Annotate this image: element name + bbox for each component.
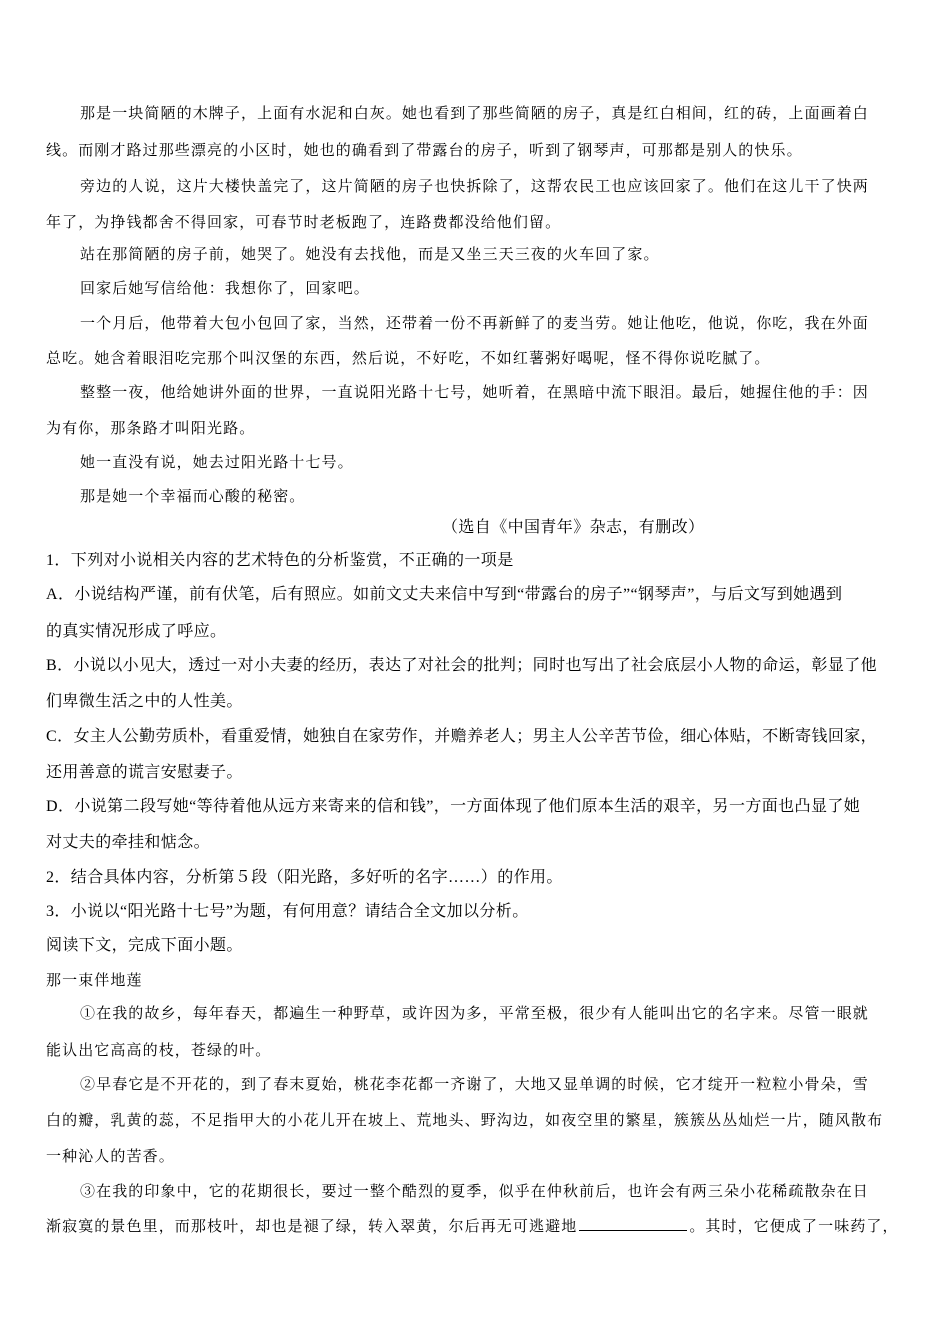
question-3: 3．小说以“阳光路十七号”为题，有何用意？请结合全文加以分析。 bbox=[46, 903, 529, 920]
story1-p7: 她一直没有说，她去过阳光路十七号。 bbox=[80, 453, 354, 471]
option-b-line2: 们卑微生活之中的人性美。 bbox=[46, 693, 243, 710]
story1-p5-line2: 总吃。她含着眼泪吃完那个叫汉堡的东西，然后说，不好吃，不如红薯粥好喝呢，怪不得你说吃腻了。 bbox=[46, 349, 771, 367]
reading-intro: 阅读下文，完成下面小题。 bbox=[46, 937, 243, 954]
story1-p8: 那是她一个幸福而心酸的秘密。 bbox=[80, 487, 306, 505]
story2-p3-line2-end: 。其时，它便成了一味药了， bbox=[689, 1217, 899, 1235]
story2-p2-line1: ②早春它是不开花的，到了春末夏始，桃花李花都一齐谢了，大地又显单调的时候，它才绽开一粒粒小骨朵，雪 bbox=[80, 1075, 869, 1093]
story1-p6-line2: 为有你，那条路才叫阳光路。 bbox=[46, 419, 256, 437]
story1-p5-line1: 一个月后，他带着大包小包回了家，当然，还带着一份不再新鲜了的麦当劳。她让他吃，他说，你吃，我在外面 bbox=[80, 314, 869, 332]
story2-p3-line2-start: 渐寂寞的景色里，而那枝叶，却也是褪了绿，转入翠黄，尔后再无可逃避地 bbox=[46, 1217, 578, 1235]
fill-in-blank[interactable] bbox=[579, 1216, 687, 1231]
story1-p4: 回家后她写信给他：我想你了，回家吧。 bbox=[80, 279, 370, 297]
story2-p1-line1: ①在我的故乡，每年春天，都遍生一种野草，或许因为多，平常至极，很少有人能叫出它的名字来。尽管一眼就 bbox=[80, 1004, 869, 1022]
story2-p2-line3: 一种沁人的苦香。 bbox=[46, 1147, 175, 1165]
story1-p1-line2: 线。而刚才路过那些漂亮的小区时，她也的确看到了带露台的房子，听到了钢琴声，可那都是别人的快乐。 bbox=[46, 141, 803, 159]
option-d-line2: 对丈夫的牵挂和惦念。 bbox=[46, 834, 211, 851]
story2-p2-line2: 白的瓣，乳黄的蕊，不足指甲大的小花儿开在坡上、荒地头、野沟边，如夜空里的繁星，簇簇丛丛灿烂一片，随风散布 bbox=[46, 1111, 884, 1129]
option-a-line2: 的真实情况形成了呼应。 bbox=[46, 623, 227, 640]
option-c-line2: 还用善意的谎言安慰妻子。 bbox=[46, 764, 243, 781]
story1-p6-line1: 整整一夜，他给她讲外面的世界，一直说阳光路十七号，她听着，在黑暗中流下眼泪。最后，她握住他的手：因 bbox=[80, 383, 869, 401]
option-c-line1: C．女主人公勤劳质朴，看重爱情，她独自在家劳作，并赡养老人；男主人公辛苦节俭，细心体贴，不断寄钱回家， bbox=[46, 728, 878, 745]
question-2: 2．结合具体内容，分析第５段（阳光路，多好听的名字……）的作用。 bbox=[46, 869, 563, 886]
story2-p3-line1: ③在我的印象中，它的花期很长，要过一整个酷烈的夏季，似乎在仲秋前后，也许会有两三朵小花稀疏散杂在日 bbox=[80, 1182, 869, 1200]
story2-p1-line2: 能认出它高高的枝，苍绿的叶。 bbox=[46, 1041, 272, 1059]
story2-p3-line2 bbox=[46, 1216, 899, 1236]
option-b-line1: B．小说以小见大，透过一对小夫妻的经历，表达了对社会的批判；同时也写出了社会底层小人物的命运，彰显了他 bbox=[46, 657, 878, 674]
story2-title: 那一束伴地莲 bbox=[46, 971, 143, 989]
story1-p2-line1: 旁边的人说，这片大楼快盖完了，这片简陋的房子也快拆除了，这帮农民工也应该回家了。他们在这儿干了快两 bbox=[80, 177, 869, 195]
story1-source: （选自《中国青年》杂志，有删改） bbox=[442, 519, 705, 536]
option-a-line1: A．小说结构严谨，前有伏笔，后有照应。如前文丈夫来信中写到“带露台的房子”“钢琴声”，与后文写到她遇到 bbox=[46, 586, 843, 603]
question-1: 1．下列对小说相关内容的艺术特色的分析鉴赏，不正确的一项是 bbox=[46, 552, 514, 569]
option-d-line1: D．小说第二段写她“等待着他从远方来寄来的信和钱”，一方面体现了他们原本生活的艰辛，另一方面也凸显了她 bbox=[46, 798, 861, 815]
story1-p1-line1: 那是一块简陋的木牌子，上面有水泥和白灰。她也看到了那些简陋的房子，真是红白相间，红的砖，上面画着白 bbox=[80, 104, 869, 122]
story1-p2-line2: 年了，为挣钱都舍不得回家，可春节时老板跑了，连路费都没给他们留。 bbox=[46, 213, 562, 231]
story1-p3: 站在那简陋的房子前，她哭了。她没有去找他，而是又坐三天三夜的火车回了家。 bbox=[80, 245, 660, 263]
